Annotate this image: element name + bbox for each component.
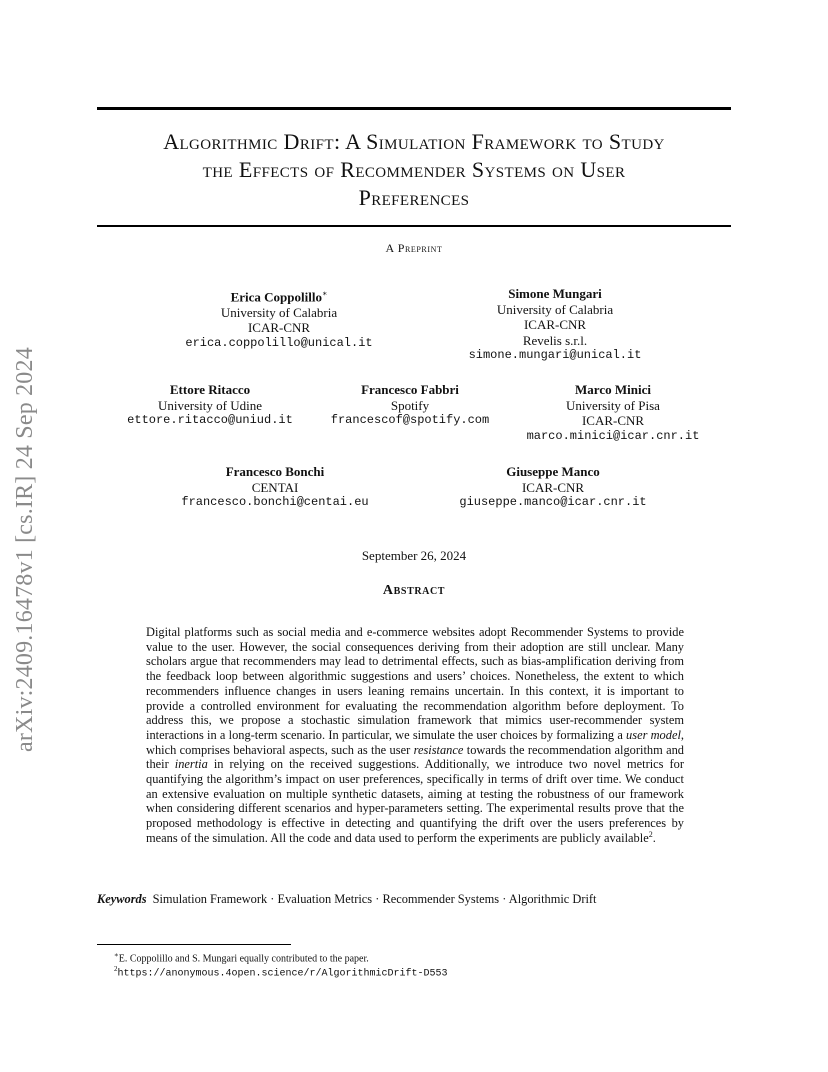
author-affiliation: University of Pisa bbox=[566, 397, 660, 413]
footnote-marker: 2 bbox=[114, 965, 118, 973]
author-block bbox=[315, 382, 505, 429]
footnote-text: E. Coppolillo and S. Mungari equally contributed to the paper. bbox=[118, 953, 369, 965]
author-email[interactable]: francesco.bonchi@centai.eu bbox=[181, 495, 369, 509]
footnote-code-link bbox=[114, 963, 448, 980]
equal-contribution-marker: ∗ bbox=[321, 289, 328, 298]
author-name: Marco Minici bbox=[575, 382, 651, 397]
author-block bbox=[165, 464, 385, 511]
author-affiliation: Revelis s.r.l. bbox=[522, 332, 588, 348]
author-email[interactable]: marco.minici@icar.cnr.it bbox=[526, 428, 700, 443]
author-name: Simone Mungari bbox=[508, 286, 602, 301]
author-name: Ettore Ritacco bbox=[169, 382, 251, 397]
author-email[interactable]: giuseppe.manco@icar.cnr.it bbox=[459, 495, 647, 509]
keywords-list: Simulation Framework · Evaluation Metrics · Recommender Systems · Algorithmic Drift bbox=[152, 892, 597, 906]
code-repository-link[interactable]: https://anonymous.4open.science/r/AlgorithmicDrift-D553 bbox=[117, 968, 448, 980]
author-name: Francesco Bonchi bbox=[225, 464, 325, 479]
preprint-label: A Preprint bbox=[385, 241, 443, 255]
abstract-heading: Abstract bbox=[382, 583, 446, 598]
author-email[interactable]: simone.mungari@unical.it bbox=[468, 348, 642, 362]
arxiv-identifier: arXiv:2409.16478v1 [cs.IR] 24 Sep 2024 bbox=[12, 347, 38, 752]
title-bottom-rule bbox=[97, 225, 731, 227]
keywords-label: Keywords bbox=[97, 892, 147, 906]
author-name: Francesco Fabbri bbox=[361, 382, 459, 397]
title-top-rule bbox=[97, 107, 731, 110]
author-affiliation: University of Udine bbox=[158, 397, 262, 413]
abstract-emphasis: inertia bbox=[174, 757, 208, 772]
footnote-reference[interactable]: 2 bbox=[648, 829, 653, 839]
title-line-3: Preferences bbox=[358, 185, 470, 210]
title-line-1: Algorithmic Drift: A Simulation Framework to Study bbox=[163, 129, 665, 154]
author-block bbox=[443, 464, 663, 511]
author-affiliation: ICAR-CNR bbox=[523, 317, 587, 332]
title-line-2: the Effects of Recommender Systems on User bbox=[202, 157, 626, 182]
keywords bbox=[97, 892, 737, 907]
author-email[interactable]: erica.coppolillo@unical.it bbox=[185, 335, 373, 350]
paper-title bbox=[97, 128, 731, 212]
abstract-emphasis: resistance bbox=[413, 742, 464, 757]
author-email[interactable]: ettore.ritacco@uniud.it bbox=[127, 413, 293, 427]
author-affiliation: ICAR-CNR bbox=[247, 320, 311, 336]
author-block bbox=[179, 286, 379, 351]
footnote-marker: ∗ bbox=[114, 951, 119, 959]
author-block bbox=[115, 382, 305, 429]
author-block bbox=[518, 382, 708, 444]
author-affiliation: University of Calabria bbox=[220, 304, 338, 320]
abstract-text: Digital platforms such as social media and e-commerce websites adopt Recommender Systems to provide value to the user. However, the social consequences deriving from their adoption are still unclear. Many scholars argue that recommenders may lead to detrimental effects, such as bias-amplification deriving from the feedback loop between algorithmic suggestions and users’ choices. Nonetheless, the extent to which recommenders influence changes in users leaning remains uncertain. In this context, it is important to provide a controlled environment for evaluating the recommendation algorithm before deployment. To address this, we propose a stochastic simulation framework that mimics user-recommender system interactions in a long-term scenario. In particular, we simulate the user choices by formalizing a user model, which comprises behavioral aspects, such as the user resistance towards the recommendation algorithm and their inertia in relying on the received suggestions. Additionally, we introduce two novel metrics for quantifying the algorithm’s impact on user preferences, specifically in terms of drift over time. We conduct an extensive evaluation on multiple synthetic datasets, aiming at testing the robustness of our framework when considering different scenarios and hyper-parameters setting. The experimental results prove that the proposed methodology is effective in detecting and quantifying the drift over the users preferences by means of the simulation. All the code and data used to perform the experiments are publicly available$^2$. bbox=[146, 625, 685, 845]
author-affiliation: ICAR-CNR bbox=[581, 413, 645, 428]
footnote-rule bbox=[97, 944, 291, 945]
author-affiliation: ICAR-CNR bbox=[521, 479, 585, 495]
publication-date: September 26, 2024 bbox=[361, 548, 467, 563]
author-affiliation: Spotify bbox=[390, 397, 430, 413]
author-email[interactable]: francescof@spotify.com bbox=[330, 413, 490, 427]
author-name: Erica Coppolillo∗ bbox=[230, 289, 328, 305]
author-affiliation: University of Calabria bbox=[496, 301, 614, 317]
abstract-emphasis: user model bbox=[626, 727, 681, 742]
author-name: Giuseppe Manco bbox=[506, 464, 600, 479]
author-block bbox=[455, 286, 655, 364]
author-affiliation: CENTAI bbox=[251, 479, 299, 495]
